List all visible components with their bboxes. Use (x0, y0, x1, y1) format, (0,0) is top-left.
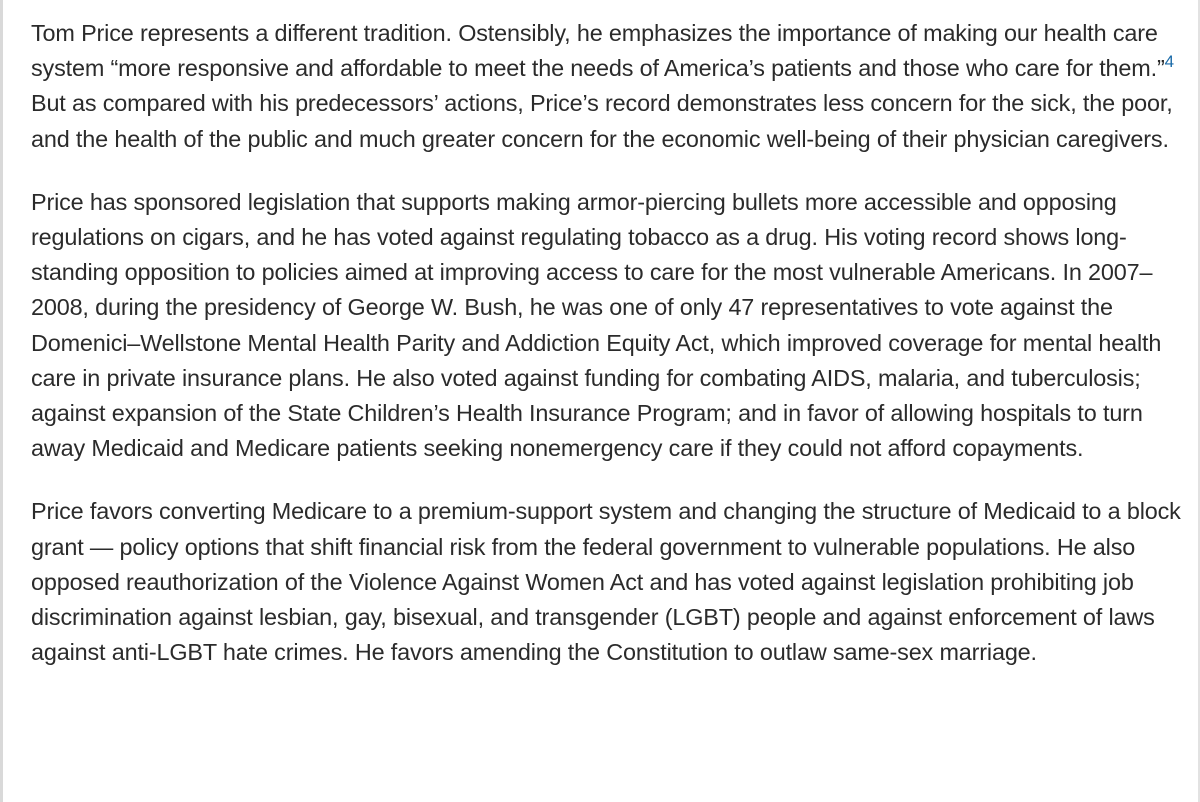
article-body (31, 16, 1181, 698)
paragraph-1-text-b: But as compared with his predecessors’ actions, Price’s record demonstrates less concern for the sick, the poor, and the health of the public and much greater concern for the economic well-being of their physician caregivers. (31, 90, 1173, 152)
paragraph-3: Price favors converting Medicare to a premium-support system and changing the structure of Medicaid to a block grant — policy options that shift financial risk from the federal government to vulnerable populations. He also opposed reauthorization of the Violence Against Women Act and has voted against legislation prohibiting job discrimination against lesbian, gay, bisexual, and transgender (LGBT) people and against enforcement of laws against anti-LGBT hate crimes. He favors amending the Constitution to outlaw same-sex marriage. (31, 498, 1181, 666)
footnote-reference-link[interactable]: 4 (1164, 52, 1174, 72)
paragraph-2: Price has sponsored legislation that supports making armor-piercing bullets more accessible and opposing regulations on cigars, and he has voted against regulating tobacco as a drug. His voting record shows long-standing opposition to policies aimed at improving access to care for the most vulnerable Americans. In 2007–2008, during the presidency of George W. Bush, he was one of only 47 representatives to vote against the Domenici–Wellstone Mental Health Parity and Addiction Equity Act, which improved coverage for mental health care in private insurance plans. He also voted against funding for combating AIDS, malaria, and tuberculosis; against expansion of the State Children’s Health Insurance Program; and in favor of allowing hospitals to turn away Medicaid and Medicare patients seeking nonemergency care if they could not afford copayments. (31, 188, 1162, 462)
paragraph-1-text-a: Tom Price represents a different tradition. Ostensibly, he emphasizes the importance of making our health care system “more responsive and affordable to meet the needs of America’s patients and those who care for them.” (31, 20, 1165, 82)
paragraph-1 (31, 16, 1181, 157)
left-border (0, 0, 3, 802)
